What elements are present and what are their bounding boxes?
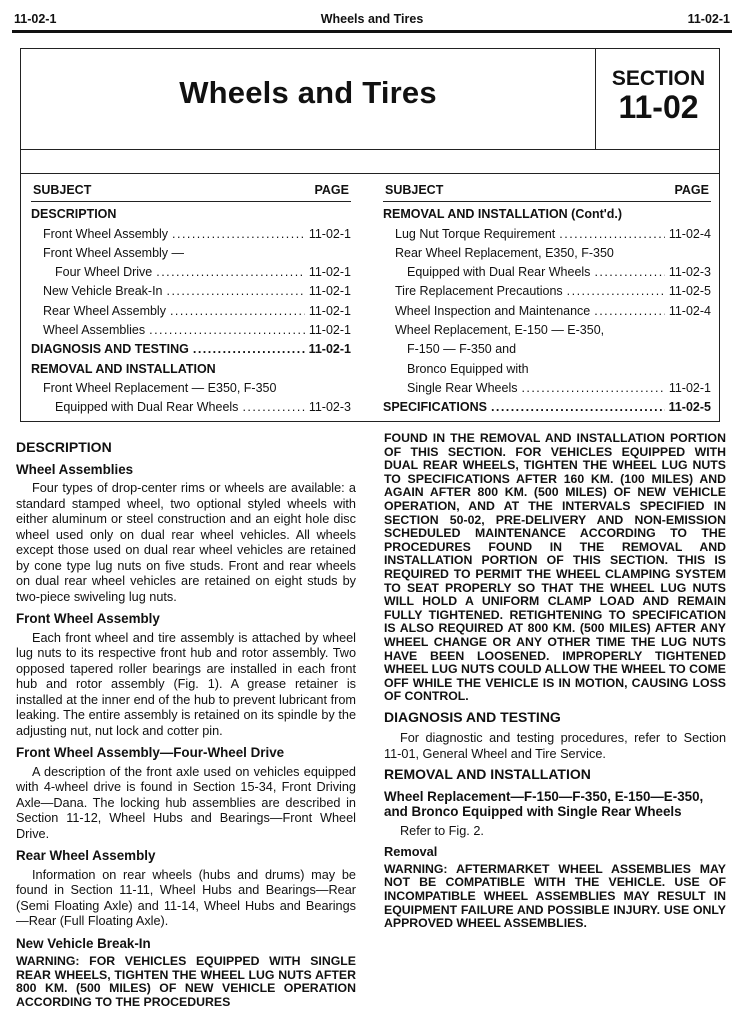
toc-leader-dots [170,302,305,321]
break-in-warning: WARNING: FOR VEHICLES EQUIPPED WITH SINGLE REAR WHEELS, TIGHTEN THE WHEEL LUG NUTS AFTER 800 KM. (500 MILES) OF NEW VEHICLE OPERATION ACCORDING TO THE PROCEDURES [16,954,356,1009]
toc-leader-dots [594,263,664,282]
toc-entry-text: Lug Nut Torque Requirement [395,226,556,241]
description-heading: DESCRIPTION [16,439,112,455]
header-page-left: 11-02-1 [14,12,57,26]
removal-subheading: Removal [384,844,438,860]
toc-entry-text: Rear Wheel Assembly [43,303,166,318]
page-header [12,8,732,33]
toc-entry-page: 11-02-1 [668,380,711,395]
toc-entry-text: Front Wheel Assembly — [43,245,185,260]
toc-entry-text: New Vehicle Break-In [43,284,163,299]
header-title: Wheels and Tires [320,12,424,26]
toc-entry-text: DESCRIPTION [31,207,117,222]
toc-entry [383,205,711,224]
toc-leader-dots [167,282,305,301]
toc-entry [383,398,711,417]
toc-entry-text: Equipped with Dual Rear Wheels [407,265,591,280]
toc-entry-page: 11-02-3 [668,265,711,280]
break-in-heading: New Vehicle Break-In [16,935,151,951]
rear-wheel-heading: Rear Wheel Assembly [16,848,156,863]
toc-entry-text: F-150 — F-350 and [407,342,517,357]
toc-entry-text: Front Wheel Assembly [43,226,169,241]
subject-label: SUBJECT [33,183,92,197]
toc-entry-text: Equipped with Dual Rear Wheels [55,400,239,415]
toc-right [383,181,711,418]
toc-entry-text: Wheel Inspection and Maintenance [395,303,591,318]
rear-wheel-text: Information on rear wheels (hubs and drums) may be found in Section 11-11, Wheel Hubs and Bearings—Rear (Semi Floating Axle) and 11-14, Wheel Hubs and Bearings—Rear (Full Floating Axle). [16,867,356,928]
page-label: PAGE [314,183,349,197]
four-wheel-drive-heading: Front Wheel Assembly—Four-Wheel Drive [16,745,285,760]
toc-entry-page: 11-02-3 [308,400,351,415]
toc-leader-dots [567,282,665,301]
toc-entry-page: 11-02-1 [308,265,351,280]
toc-entry [383,282,711,301]
toc-entry [31,244,351,263]
toc-leader-dots [156,263,305,282]
toc-entry-page: 11-02-5 [668,284,711,299]
wheel-assemblies-text: Four types of drop-center rims or wheels are available: a standard stamped wheel, two optional styled wheels with either aluminum or steel construction and an eight hole disc wheel used only on dual rear wheel vehicles. All wheels except those used on dual rear wheel vehicles are retained by cone type lug nuts on five studs. Front and rear wheels on dual rear wheel vehicles are retained on eight studs by two-piece swiveling lug nuts. [16,481,356,604]
removal-warning: WARNING: AFTERMARKET WHEEL ASSEMBLIES MAY NOT BE COMPATIBLE WITH THE VEHICLE. USE OF INCOMPATIBLE WHEEL ASSEMBLIES MAY RESULT IN EQUIPMENT FAILURE AND POSSIBLE INJURY. USE ONLY APPROVED WHEEL ASSEMBLIES. [384,861,726,931]
toc-header [31,181,351,202]
toc-entry-page: 11-02-4 [668,226,711,241]
section-label: SECTION [611,67,706,90]
toc-entry-page: 11-02-1 [308,284,351,299]
toc-entry-page: 11-02-1 [308,342,351,357]
body-column-right [384,432,726,936]
front-wheel-text: Each front wheel and tire assembly is attached by wheel lug nuts to its respective front hub and rotor assembly. Two opposed tapered roller bearings are installed in each front hub and rotor assembly (Fig. 1). A grease retainer is installed at the inner end of the hub to prevent lubricant from leaking. The entire assembly is retained on its spindle by the adjusting nut, nut lock and cotter pin. [16,630,356,738]
toc-entry-page: 11-02-1 [308,303,351,318]
toc-leader-dots [491,398,665,417]
toc-entry-page: 11-02-5 [668,400,711,415]
toc-leader-dots [242,398,304,417]
toc-entry [383,244,711,263]
toc-entry-text: REMOVAL AND INSTALLATION [31,361,216,376]
toc-leader-dots [594,302,665,321]
toc-entry [31,225,351,244]
section-box [595,49,721,149]
toc-entry-text: REMOVAL AND INSTALLATION (Cont'd.) [383,207,623,222]
section-number: 11-02 [618,89,699,125]
toc-entry [31,205,351,224]
subject-label: SUBJECT [385,183,444,197]
removal-installation-heading: REMOVAL AND INSTALLATION [384,766,591,783]
toc-left [31,181,351,418]
toc-entry [31,302,351,321]
contents-box [20,48,720,422]
wheel-replacement-heading: Wheel Replacement—F-150—F-350, E-150—E-350, and Bronco Equipped with Single Rear Wheels [384,788,704,820]
toc-entry [31,398,351,417]
toc-rows [31,205,351,417]
toc-entry [31,282,351,301]
toc-entry [31,340,351,359]
diagnosis-heading: DIAGNOSIS AND TESTING [384,708,561,725]
toc-entry-text: Single Rear Wheels [407,380,518,395]
toc-rows [383,205,711,417]
toc-entry [383,263,711,282]
toc-entry [31,263,351,282]
toc-entry-text: Wheel Replacement, E-150 — E-350, [395,323,605,338]
page-title: Wheels and Tires [179,75,437,110]
toc-entry-text: Rear Wheel Replacement, E350, F-350 [395,245,614,260]
toc-entry [31,360,351,379]
toc-entry-text: Bronco Equipped with [407,361,529,376]
diagnosis-text: For diagnostic and testing procedures, refer to Section 11-01, General Wheel and Tire Service. [384,731,726,761]
header-page-right: 11-02-1 [687,12,730,26]
toc-entry [383,360,711,379]
toc-entry [383,225,711,244]
front-wheel-heading: Front Wheel Assembly [16,611,160,626]
toc-entry [383,340,711,359]
toc-leader-dots [521,379,664,398]
refer-text: Refer to Fig. 2. [400,823,484,838]
toc-entry-text: Front Wheel Replacement — E350, F-350 [43,380,277,395]
toc-entry-page: 11-02-1 [308,323,351,338]
toc-entry-page: 11-02-1 [308,226,351,241]
toc-leader-dots [172,225,305,244]
toc-header [383,181,711,202]
toc-entry-text: Four Wheel Drive [55,265,153,280]
wheel-assemblies-heading: Wheel Assemblies [16,461,134,477]
toc-entry [31,321,351,340]
toc-leader-dots [149,321,305,340]
break-in-warning-continued: FOUND IN THE REMOVAL AND INSTALLATION PORTION OF THIS SECTION. FOR VEHICLES EQUIPPED WITH DUAL REAR WHEELS, TIGHTEN THE WHEEL LUG NUTS TO SPECIFICATIONS AFTER 160 KM. (100 MILES) AND AGAIN AFTER 800 KM. (500 MILES) OF NEW VEHICLE OPERATION, AND AT THE INTERVALS SPECIFIED IN SECTION 50-02, PRE-DELIVERY AND NON-EMISSION SCHEDULED MAINTENANCE ACCORDING TO THE PROCEDURES FOUND IN THE REMOVAL AND INSTALLATION PORTION OF THIS SECTION. THIS IS REQUIRED TO PERMIT THE WHEEL CLAMPING SYSTEM TO SEAT PROPERLY SO THAT THE WHEEL LUG NUTS WILL HOLD A UNIFORM CLAMP LOAD AND REMAIN FULLY TIGHTENED. RETIGHTENING TO SPECIFICATION IS ALSO REQUIRED AT 800 KM. (500 MILES) AFTER ANY WHEEL CHANGE OR ANY OTHER TIME THE LUG NUTS HAVE BEEN LOOSENED. IMPROPERLY TIGHTENED WHEEL LUG NUTS COULD ALLOW THE WHEEL TO COME OFF WHILE THE VEHICLE IS IN MOTION, CAUSING LOSS OF CONTROL. [384,431,726,704]
toc-entry-text: Wheel Assemblies [43,323,146,338]
page-label: PAGE [674,183,709,197]
toc-entry-text: Tire Replacement Precautions [395,284,563,299]
toc-entry [383,379,711,398]
body-column-left [16,436,356,1014]
toc-entry [383,302,711,321]
toc-entry [383,321,711,340]
toc-entry-text: SPECIFICATIONS [383,400,487,415]
toc-entry-text: DIAGNOSIS AND TESTING [31,342,189,357]
toc-leader-dots [559,225,665,244]
toc-leader-dots [193,340,305,359]
toc-entry [31,379,351,398]
four-wheel-drive-text: A description of the front axle used on vehicles equipped with 4-wheel drive is found in Section 15-34, Front Driving Axle—Dana. The locking hub assemblies are described in Section 11-12, Wheel Hubs and Bearings—Front Wheel Drive. [16,764,356,841]
divider [21,149,719,150]
divider [21,173,719,174]
toc-entry-page: 11-02-4 [668,303,711,318]
